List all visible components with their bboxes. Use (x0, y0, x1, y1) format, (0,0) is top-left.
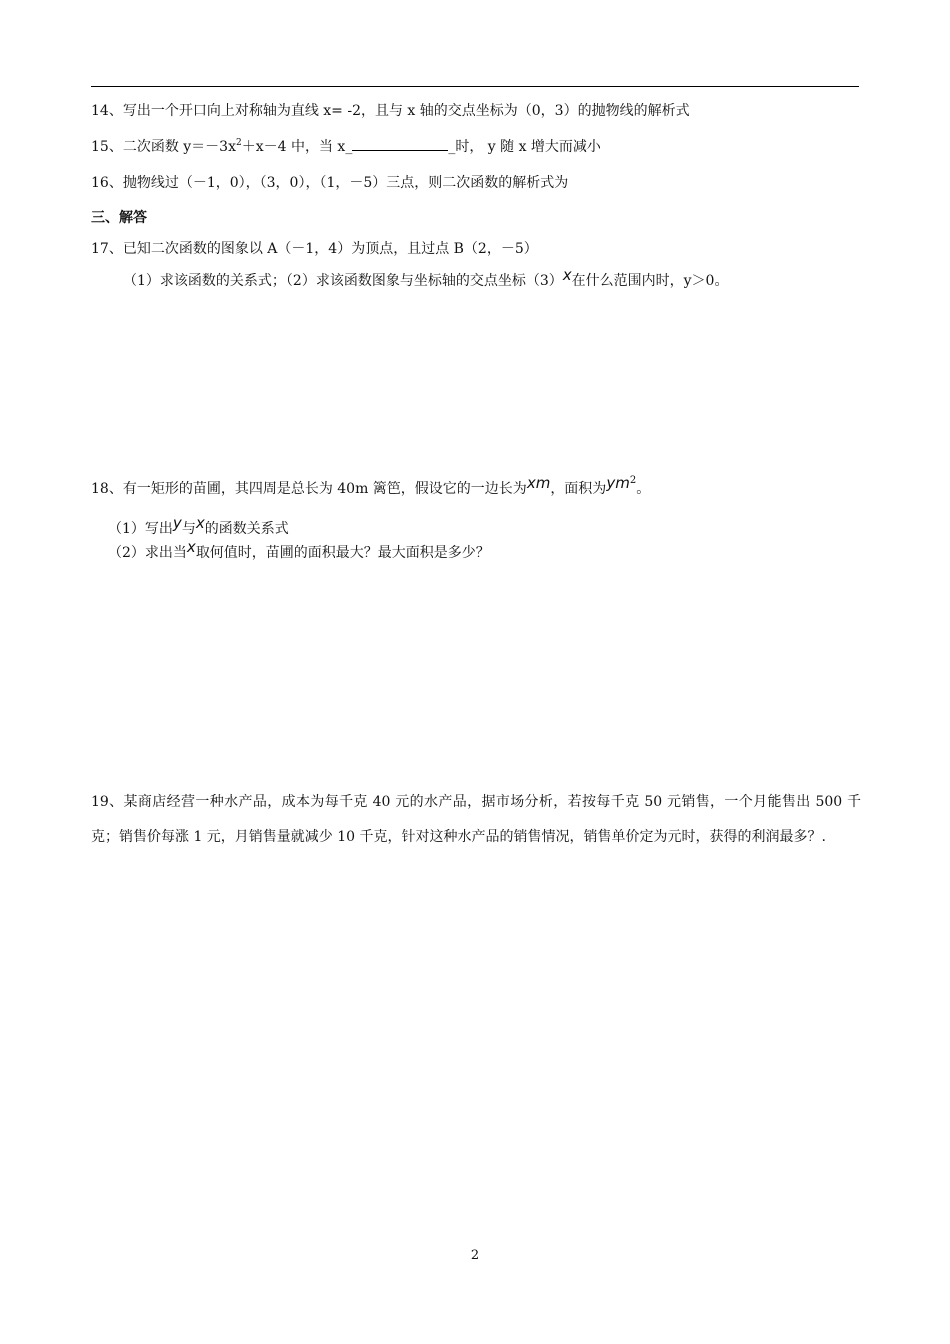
page-number: 2 (470, 1248, 480, 1263)
section-3-title-text: 三、解答 (91, 210, 147, 226)
question-18-part-1 (108, 514, 289, 539)
question-14 (91, 101, 690, 121)
question-17-subparts (123, 266, 729, 291)
question-19-text: 19、某商店经营一种水产品，成本为每千克 40 元的水产品，据市场分析，若按每千克 50 元销售，一个月能售出 500 千克；销售价每涨 1 元，月销售量就减少 10 千克，针对这种水产品的销售情况，销售单价定为元时，获得的利润最多？. (91, 794, 861, 845)
question-14-text: 14、写出一个开口向上对称轴为直线 x= -2，且与 x 轴的交点坐标为（0，3）的抛物线的解析式 (91, 103, 690, 119)
question-15 (91, 137, 601, 159)
question-15-superscript: 2 (235, 138, 242, 148)
question-16-text: 16、抛物线过（－1，0），（3，0），（1，－5）三点，则二次函数的解析式为 (91, 175, 569, 191)
question-15-suffix: _时， y 随 x 增大而减小 (448, 139, 601, 155)
question-18-variable-ym: ym (606, 474, 630, 492)
question-18-mid: ，面积为 (550, 481, 607, 497)
header-rule (91, 86, 859, 87)
question-19 (91, 785, 861, 855)
question-18-p1-variable-x: x (195, 514, 205, 532)
question-18 (91, 474, 651, 501)
question-18-p2-prefix: （2）求出当 (108, 545, 187, 561)
question-18-superscript: 2 (629, 475, 637, 486)
question-18-p2-suffix: 取何值时，苗圃的面积最大？最大面积是多少？ (195, 545, 490, 561)
question-17 (91, 239, 538, 259)
question-17-sub-prefix: （1）求该函数的关系式；（2）求该函数图象与坐标轴的交点坐标（3） (123, 273, 563, 289)
question-18-p1-variable-y: y (172, 514, 182, 532)
question-15-mid: ＋x－4 中，当 x_ (241, 139, 353, 155)
question-18-suffix: 。 (636, 481, 651, 497)
question-15-blank (352, 138, 448, 151)
question-17-sub-suffix: 在什么范围内时，y＞0。 (571, 273, 729, 289)
question-18-variable-xm: xm (526, 474, 551, 492)
question-18-p1-suffix: 的函数关系式 (204, 521, 289, 537)
question-17-variable-x: x (562, 266, 572, 284)
question-18-p1-mid: 与 (181, 521, 196, 537)
question-18-p1-prefix: （1）写出 (108, 521, 173, 537)
question-17-text: 17、已知二次函数的图象以 A（－1，4）为顶点，且过点 B（2，－5） (91, 241, 538, 257)
section-3-title (91, 208, 147, 228)
question-16 (91, 173, 568, 193)
question-18-prefix: 18、有一矩形的苗圃，其四周是总长为 40m 篱笆，假设它的一边长为 (91, 481, 527, 497)
question-18-part-2 (108, 538, 490, 563)
question-15-prefix: 15、二次函数 y＝－3x (91, 139, 236, 155)
question-18-p2-variable-x: x (186, 538, 196, 556)
